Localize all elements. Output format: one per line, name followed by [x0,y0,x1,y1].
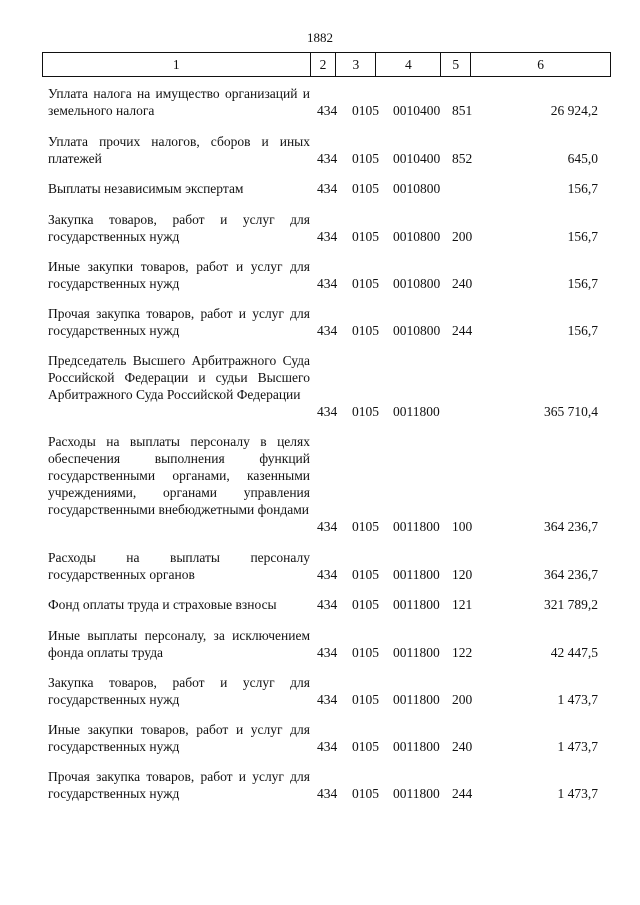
page-number: 1882 [307,30,333,45]
cell-c4: 0010400 [393,151,441,166]
cell-c3: 0105 [352,597,379,612]
cell-c5: 200 [452,692,473,707]
cell-c6: 364 236,7 [544,519,598,534]
cell-c6: 26 924,2 [550,103,598,118]
cell-c6: 42 447,5 [550,645,598,660]
cell-c6: 1 473,7 [557,692,598,707]
cell-c4: 0011800 [393,645,440,660]
cell-c6: 1 473,7 [557,786,598,801]
cell-c2: 434 [317,692,338,707]
cell-c5: 852 [452,151,473,166]
row-description: Прочая закупка товаров, работ и услуг для государственных нужд [48,306,310,338]
cell-c5: 200 [452,229,473,244]
cell-c5: 121 [452,597,473,612]
cell-c6: 364 236,7 [544,567,598,582]
cell-c6: 156,7 [567,276,598,291]
cell-c2: 434 [317,276,338,291]
cell-c4: 0011800 [393,519,440,534]
table-row [0,352,640,420]
table-row [0,768,640,802]
table-header [42,52,611,77]
cell-c4: 0011800 [393,567,440,582]
cell-c3: 0105 [352,181,379,196]
cell-c2: 434 [317,181,338,196]
cell-c6: 321 789,2 [544,597,598,612]
cell-c2: 434 [317,229,338,244]
cell-c2: 434 [317,597,338,612]
cell-c3: 0105 [352,786,379,801]
cell-c4: 0011800 [393,786,440,801]
cell-c3: 0105 [352,323,379,338]
cell-c2: 434 [317,786,338,801]
cell-c3: 0105 [352,276,379,291]
header-cell-6: 6 [471,53,611,77]
table-row [0,433,640,535]
cell-c2: 434 [317,323,338,338]
cell-c3: 0105 [352,229,379,244]
row-description: Прочая закупка товаров, работ и услуг для государственных нужд [48,769,310,801]
cell-c5: 244 [452,786,473,801]
row-description: Расходы на выплаты персоналу в целях обеспечения выполнения функций государственными органами, казенными учреждениями, органами управления государственными внебюджетными фондами [48,434,310,517]
table-row [0,305,640,339]
cell-c3: 0105 [352,739,379,754]
cell-c4: 0011800 [393,739,440,754]
table-row [0,180,640,197]
header-cell-1: 1 [43,53,311,77]
cell-c3: 0105 [352,692,379,707]
table-row [0,721,640,755]
cell-c5: 120 [452,567,473,582]
row-description: Иные закупки товаров, работ и услуг для государственных нужд [48,722,310,754]
cell-c2: 434 [317,519,338,534]
table-row [0,211,640,245]
row-description: Закупка товаров, работ и услуг для государственных нужд [48,675,310,707]
table-row [0,85,640,119]
row-description: Председатель Высшего Арбитражного Суда Российской Федерации и судьи Высшего Арбитражного Суда Российской Федерации [48,353,310,402]
cell-c6: 156,7 [567,229,598,244]
cell-c4: 0011800 [393,692,440,707]
row-description: Расходы на выплаты персоналу государственных органов [48,550,310,582]
table-row [0,674,640,708]
cell-c4: 0010800 [393,276,441,291]
cell-c4: 0011800 [393,404,440,419]
cell-c6: 645,0 [567,151,598,166]
row-description: Иные закупки товаров, работ и услуг для государственных нужд [48,259,310,291]
cell-c5: 240 [452,739,473,754]
cell-c6: 365 710,4 [544,404,598,419]
row-description: Закупка товаров, работ и услуг для государственных нужд [48,212,310,244]
header-cell-2: 2 [310,53,336,77]
cell-c2: 434 [317,567,338,582]
row-description: Уплата налога на имущество организаций и земельного налога [48,86,310,118]
cell-c5: 100 [452,519,473,534]
table-row [0,627,640,661]
cell-c2: 434 [317,645,338,660]
cell-c2: 434 [317,151,338,166]
header-cell-3: 3 [336,53,376,77]
cell-c3: 0105 [352,519,379,534]
table-row [0,596,640,613]
cell-c6: 1 473,7 [557,739,598,754]
row-description: Фонд оплаты труда и страховые взносы [48,597,277,612]
table-row [0,258,640,292]
cell-c4: 0011800 [393,597,440,612]
row-description: Уплата прочих налогов, сборов и иных платежей [48,134,310,166]
cell-c5: 240 [452,276,473,291]
cell-c4: 0010800 [393,229,441,244]
cell-c3: 0105 [352,103,379,118]
cell-c5: 851 [452,103,473,118]
table-row [0,549,640,583]
table-body [0,85,640,802]
row-description: Выплаты независимым экспертам [48,181,244,196]
cell-c6: 156,7 [567,323,598,338]
header-cell-5: 5 [441,53,471,77]
cell-c4: 0010400 [393,103,441,118]
cell-c3: 0105 [352,645,379,660]
cell-c5: 244 [452,323,473,338]
cell-c6: 156,7 [567,181,598,196]
cell-c2: 434 [317,103,338,118]
header-cell-4: 4 [376,53,441,77]
cell-c4: 0010800 [393,323,441,338]
cell-c5: 122 [452,645,473,660]
table-row [0,133,640,167]
cell-c4: 0010800 [393,181,441,196]
row-description: Иные выплаты персоналу, за исключением фонда оплаты труда [48,628,310,660]
cell-c2: 434 [317,404,338,419]
cell-c2: 434 [317,739,338,754]
cell-c3: 0105 [352,151,379,166]
cell-c3: 0105 [352,567,379,582]
cell-c3: 0105 [352,404,379,419]
